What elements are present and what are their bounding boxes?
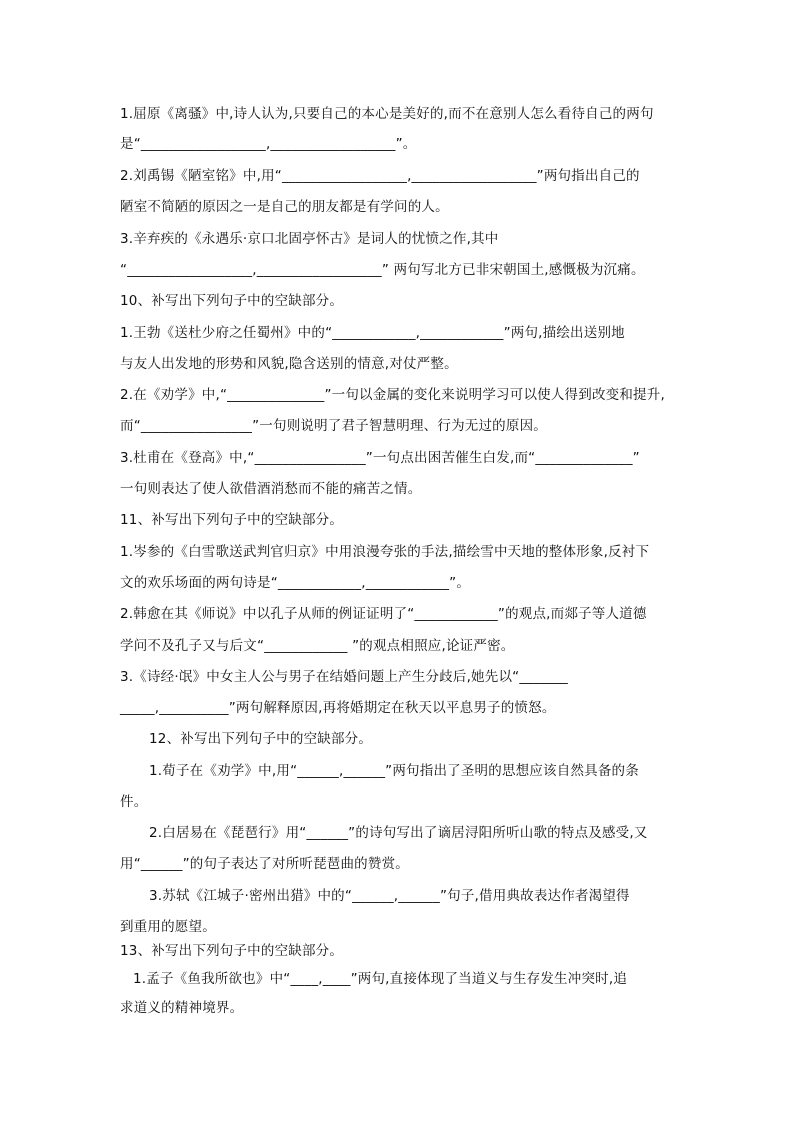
text-line: 1.岑参的《白雪歌送武判官归京》中用浪漫夸张的手法,描绘雪中天地的整体形象,反衬下 xyxy=(120,544,650,560)
text-line: 3.苏轼《江城子·密州出猎》中的“______,______”句子,借用典故表达作者渴望得 xyxy=(149,888,630,904)
text-line: 1.王勃《送杜少府之任蜀州》中的“____________,____________”两句,描绘出送别地 xyxy=(120,325,625,341)
section-heading: 11、补写出下列句子中的空缺部分。 xyxy=(120,512,344,528)
text-line: 2.白居易在《琵琶行》用“______”的诗句写出了谪居浔阳所听山歌的特点及感受,又 xyxy=(149,825,648,841)
text-line: 学问不及孔子又与后文“____________ ”的观点相照应,论证严密。 xyxy=(120,638,515,654)
text-line: 到重用的愿望。 xyxy=(120,919,216,935)
text-line: “__________________,__________________” 两句写北方已非宋朝国土,感慨极为沉痛。 xyxy=(120,262,645,278)
text-line: 3.杜甫在《登高》中,“________________”一句点出困苦催生白发,而“______________” xyxy=(120,450,640,466)
text-line: 陋室不简陋的原因之一是自己的朋友都是有学问的人。 xyxy=(120,199,449,215)
text-line: 与友人出发地的形势和风貌,隐含送别的情意,对仗严整。 xyxy=(120,356,458,372)
text-line: 而“________________”一句则说明了君子智慧明理、行为无过的原因。 xyxy=(120,418,547,434)
text-line: 文的欢乐场面的两句诗是“____________,____________”。 xyxy=(120,575,471,591)
text-line: 1.孟子《鱼我所欲也》中“____,____”两句,直接体现了当道义与生存发生冲突时,追 xyxy=(133,971,628,987)
text-line: 1.屈原《离骚》中,诗人认为,只要自己的本心是美好的,而不在意别人怎么看待自己的两句 xyxy=(120,106,654,122)
text-line: 2.在《劝学》中,“______________”一句以金属的变化来说明学习可以使人得到改变和提升, xyxy=(120,387,665,403)
text-line: 求道义的精神境界。 xyxy=(120,1000,244,1016)
text-line: _____,__________”两句解释原因,再将婚期定在秋天以平息男子的愤怒。 xyxy=(120,700,556,716)
text-line: 3.《诗经·氓》中女主人公与男子在结婚问题上产生分歧后,她先以“_______ xyxy=(120,669,569,685)
section-heading: 12、补写出下列句子中的空缺部分。 xyxy=(149,731,373,747)
text-line: 2.刘禹锡《陋室铭》中,用“__________________,__________________”两句指出自己的 xyxy=(120,168,640,184)
text-line: 2.韩愈在其《师说》中以孔子从师的例证证明了“____________”的观点,而郯子等人道德 xyxy=(120,606,647,622)
text-line: 1.荀子在《劝学》中,用“______,______”两句指出了圣明的思想应该自然具备的条 xyxy=(149,763,639,779)
text-line: 3.辛弃疾的《永遇乐·京口北固亭怀古》是词人的忧愤之作,其中 xyxy=(120,231,499,247)
text-line: 是“__________________,__________________”。 xyxy=(120,136,417,152)
text-line: 件。 xyxy=(120,794,148,810)
text-line: 一句则表达了使人欲借酒消愁而不能的痛苦之情。 xyxy=(120,481,422,497)
text-line: 用“______”的句子表达了对所听琵琶曲的赞赏。 xyxy=(120,856,409,872)
section-heading: 13、补写出下列句子中的空缺部分。 xyxy=(120,943,344,959)
section-heading: 10、补写出下列句子中的空缺部分。 xyxy=(120,293,344,309)
